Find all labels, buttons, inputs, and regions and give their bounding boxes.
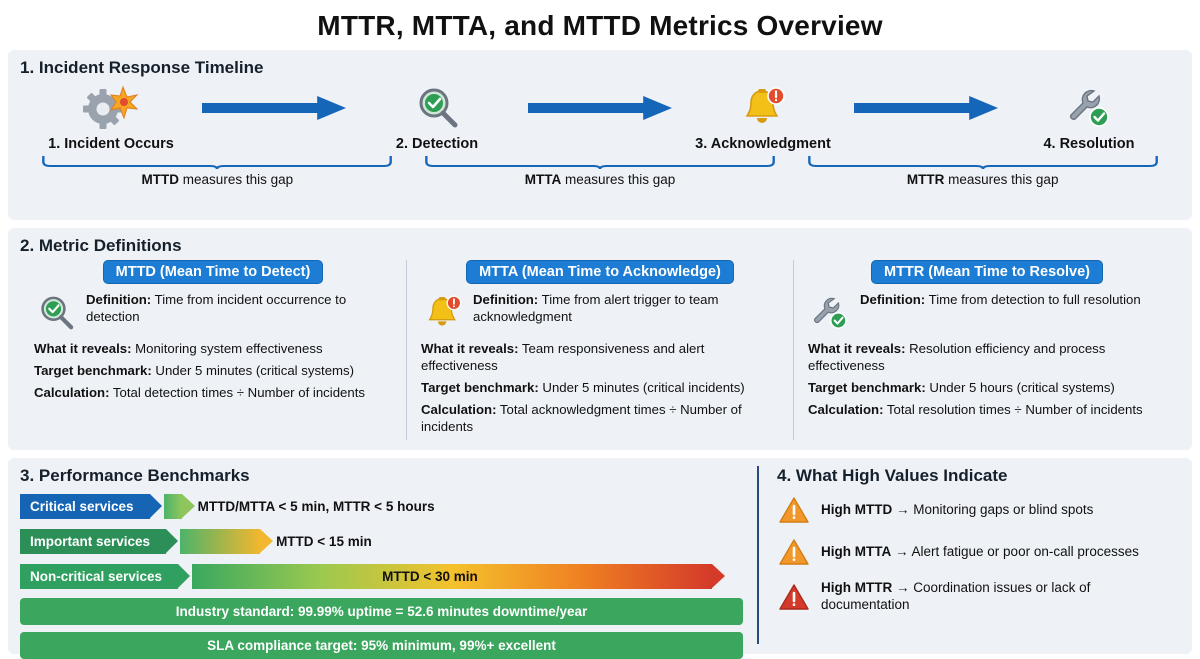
section3-title: 3. Performance Benchmarks bbox=[20, 466, 250, 486]
calculation-label: Calculation: bbox=[421, 401, 497, 417]
page-title: MTTR, MTTA, and MTTD Metrics Overview bbox=[317, 10, 883, 41]
bell-alert-icon bbox=[421, 292, 465, 334]
warning-triangle-orange-icon bbox=[777, 538, 811, 566]
definition-head bbox=[34, 292, 392, 334]
indicator-arrow: → bbox=[891, 544, 912, 560]
benchmark-row-important bbox=[20, 527, 743, 556]
definition-column-mtta bbox=[406, 260, 793, 440]
benchmark-gradient bbox=[192, 564, 712, 589]
reveals-label: What it reveals: bbox=[34, 341, 132, 356]
gap-text: measures this gap bbox=[944, 172, 1059, 187]
definition-body bbox=[808, 341, 1166, 419]
definition-text bbox=[86, 292, 392, 326]
calculation-value: Total resolution times ÷ Number of incidents bbox=[883, 401, 1143, 417]
indicator-text bbox=[821, 502, 1093, 519]
benchmark-gradient bbox=[164, 494, 182, 519]
section2-title: 2. Metric Definitions bbox=[20, 236, 182, 255]
indicator-metric: High MTTA bbox=[821, 544, 892, 560]
calculation-row bbox=[421, 402, 779, 436]
indicator-value: Alert fatigue or poor on-call processes bbox=[911, 544, 1139, 560]
definition-body bbox=[421, 341, 779, 435]
section1-title: 1. Incident Response Timeline bbox=[20, 58, 264, 77]
definition-column-mttd bbox=[20, 260, 406, 440]
definition-text bbox=[473, 292, 779, 326]
benchmark-row-critical bbox=[20, 492, 743, 521]
warning-triangle-red-icon bbox=[777, 583, 811, 611]
calculation-row bbox=[34, 385, 392, 402]
warning-triangle-orange-icon bbox=[777, 496, 811, 524]
definition-head bbox=[421, 292, 779, 334]
indicator-row-mtta bbox=[777, 538, 1180, 566]
benchmark-tag: Critical services bbox=[20, 494, 150, 519]
benchmark-note: MTTD/MTTA < 5 min, MTTR < 5 hours bbox=[197, 499, 435, 515]
calculation-label: Calculation: bbox=[34, 384, 110, 400]
reveals-label: What it reveals: bbox=[808, 341, 906, 356]
reveals-label: What it reveals: bbox=[421, 341, 519, 356]
definition-label: Definition: bbox=[86, 292, 152, 307]
gap-mttr bbox=[791, 154, 1174, 187]
gap-metric: MTTR bbox=[906, 172, 945, 187]
timeline-arrow-2 bbox=[522, 82, 678, 134]
mttr-badge: MTTR (Mean Time to Resolve) bbox=[871, 260, 1103, 284]
reveals-row bbox=[421, 341, 779, 375]
timeline-node-incident bbox=[26, 82, 196, 152]
definition-text bbox=[860, 292, 1141, 309]
bell-alert-icon bbox=[678, 82, 848, 134]
timeline-node-detection bbox=[352, 82, 522, 152]
wrench-check-icon bbox=[1004, 82, 1174, 134]
benchmark-value: Under 5 minutes (critical systems) bbox=[151, 362, 355, 378]
indicator-text bbox=[821, 580, 1180, 614]
section-high-values-indicate bbox=[757, 466, 1180, 644]
gap-mtta bbox=[409, 154, 792, 187]
badge-wrap bbox=[34, 260, 392, 292]
definition-head bbox=[808, 292, 1166, 334]
indicator-text bbox=[821, 544, 1139, 561]
mtta-badge: MTTA (Mean Time to Acknowledge) bbox=[466, 260, 734, 284]
gap-label bbox=[791, 172, 1174, 187]
timeline-nodes-row bbox=[20, 80, 1180, 152]
sla-compliance-banner: SLA compliance target: 95% minimum, 99%+ excellent bbox=[20, 632, 743, 659]
magnifier-check-icon bbox=[352, 82, 522, 134]
indicator-row-mttd bbox=[777, 496, 1180, 524]
benchmark-note: MTTD < 15 min bbox=[276, 534, 372, 550]
reveals-value: Resolution efficiency and process effectiveness bbox=[808, 341, 1106, 373]
indicator-metric: High MTTR bbox=[821, 580, 893, 596]
benchmark-value: Under 5 hours (critical systems) bbox=[925, 379, 1115, 395]
reveals-row bbox=[808, 341, 1166, 375]
benchmark-row bbox=[34, 363, 392, 380]
reveals-value: Monitoring system effectiveness bbox=[131, 341, 323, 356]
definition-label: Definition: bbox=[473, 292, 539, 307]
benchmark-tag: Important services bbox=[20, 529, 166, 554]
timeline bbox=[20, 80, 1180, 210]
reveals-row bbox=[34, 341, 392, 358]
timeline-node-label: 1. Incident Occurs bbox=[48, 136, 174, 152]
benchmark-label: Target benchmark: bbox=[34, 362, 152, 378]
benchmark-rows bbox=[20, 492, 743, 659]
benchmark-label: Target benchmark: bbox=[808, 379, 926, 395]
timeline-node-label: 2. Detection bbox=[395, 136, 479, 152]
reveals-value: Team responsiveness and alert effectiveness bbox=[421, 341, 705, 373]
indicator-row-mttr bbox=[777, 580, 1180, 614]
calculation-value: Total acknowledgment times ÷ Number of incidents bbox=[421, 401, 742, 434]
wrench-check-icon bbox=[808, 292, 852, 334]
magnifier-check-icon bbox=[34, 292, 78, 334]
benchmark-tag: Non-critical services bbox=[20, 564, 178, 589]
gear-burst-icon bbox=[26, 82, 196, 134]
timeline-node-acknowledgment bbox=[678, 82, 848, 152]
section-performance-benchmarks bbox=[20, 466, 757, 654]
benchmark-note: MTTD < 30 min bbox=[382, 569, 478, 585]
timeline-node-label: 4. Resolution bbox=[1043, 136, 1135, 152]
timeline-braces-row bbox=[20, 154, 1180, 187]
bottom-panels bbox=[8, 458, 1192, 654]
timeline-arrow-3 bbox=[848, 82, 1004, 134]
indicator-arrow: → bbox=[892, 502, 914, 518]
timeline-arrow-1 bbox=[196, 82, 352, 134]
definition-value: Time from incident occurrence to detection bbox=[86, 292, 347, 324]
timeline-node-label: 3. Acknowledgment bbox=[695, 136, 831, 152]
indicator-arrow: → bbox=[892, 580, 914, 596]
definitions-columns bbox=[20, 260, 1180, 440]
definition-value: Time from alert trigger to team acknowledgment bbox=[473, 292, 719, 324]
benchmark-gradient bbox=[180, 529, 260, 554]
indicator-value: Monitoring gaps or blind spots bbox=[913, 502, 1094, 518]
definition-label: Definition: bbox=[860, 292, 926, 307]
section-incident-response-timeline bbox=[8, 50, 1192, 220]
badge-wrap bbox=[808, 260, 1166, 292]
gap-text: measures this gap bbox=[179, 172, 294, 187]
indicator-list bbox=[777, 496, 1180, 614]
badge-wrap bbox=[421, 260, 779, 292]
benchmark-row bbox=[808, 380, 1166, 397]
gap-text: measures this gap bbox=[561, 172, 676, 187]
mttd-badge: MTTD (Mean Time to Detect) bbox=[103, 260, 324, 284]
indicator-metric: High MTTD bbox=[821, 502, 893, 518]
section-metric-definitions bbox=[8, 228, 1192, 450]
benchmark-row-noncritical bbox=[20, 562, 743, 591]
calculation-row bbox=[808, 402, 1166, 419]
section4-title: 4. What High Values Indicate bbox=[777, 466, 1008, 486]
industry-standard-banner: Industry standard: 99.99% uptime = 52.6 minutes downtime/year bbox=[20, 598, 743, 625]
benchmark-value: Under 5 minutes (critical incidents) bbox=[538, 379, 745, 395]
gap-label bbox=[26, 172, 409, 187]
definition-value: Time from detection to full resolution bbox=[925, 292, 1141, 307]
timeline-node-resolution bbox=[1004, 82, 1174, 152]
gap-metric: MTTA bbox=[524, 172, 562, 187]
benchmark-row bbox=[421, 380, 779, 397]
calculation-label: Calculation: bbox=[808, 401, 884, 417]
definition-column-mttr bbox=[793, 260, 1180, 440]
calculation-value: Total detection times ÷ Number of incidents bbox=[109, 384, 365, 400]
indicator-value: Coordination issues or lack of documentation bbox=[821, 580, 1091, 613]
gap-metric: MTTD bbox=[141, 172, 180, 187]
benchmark-label: Target benchmark: bbox=[421, 379, 539, 395]
gap-mttd bbox=[26, 154, 409, 187]
gap-label bbox=[409, 172, 792, 187]
definition-body bbox=[34, 341, 392, 402]
